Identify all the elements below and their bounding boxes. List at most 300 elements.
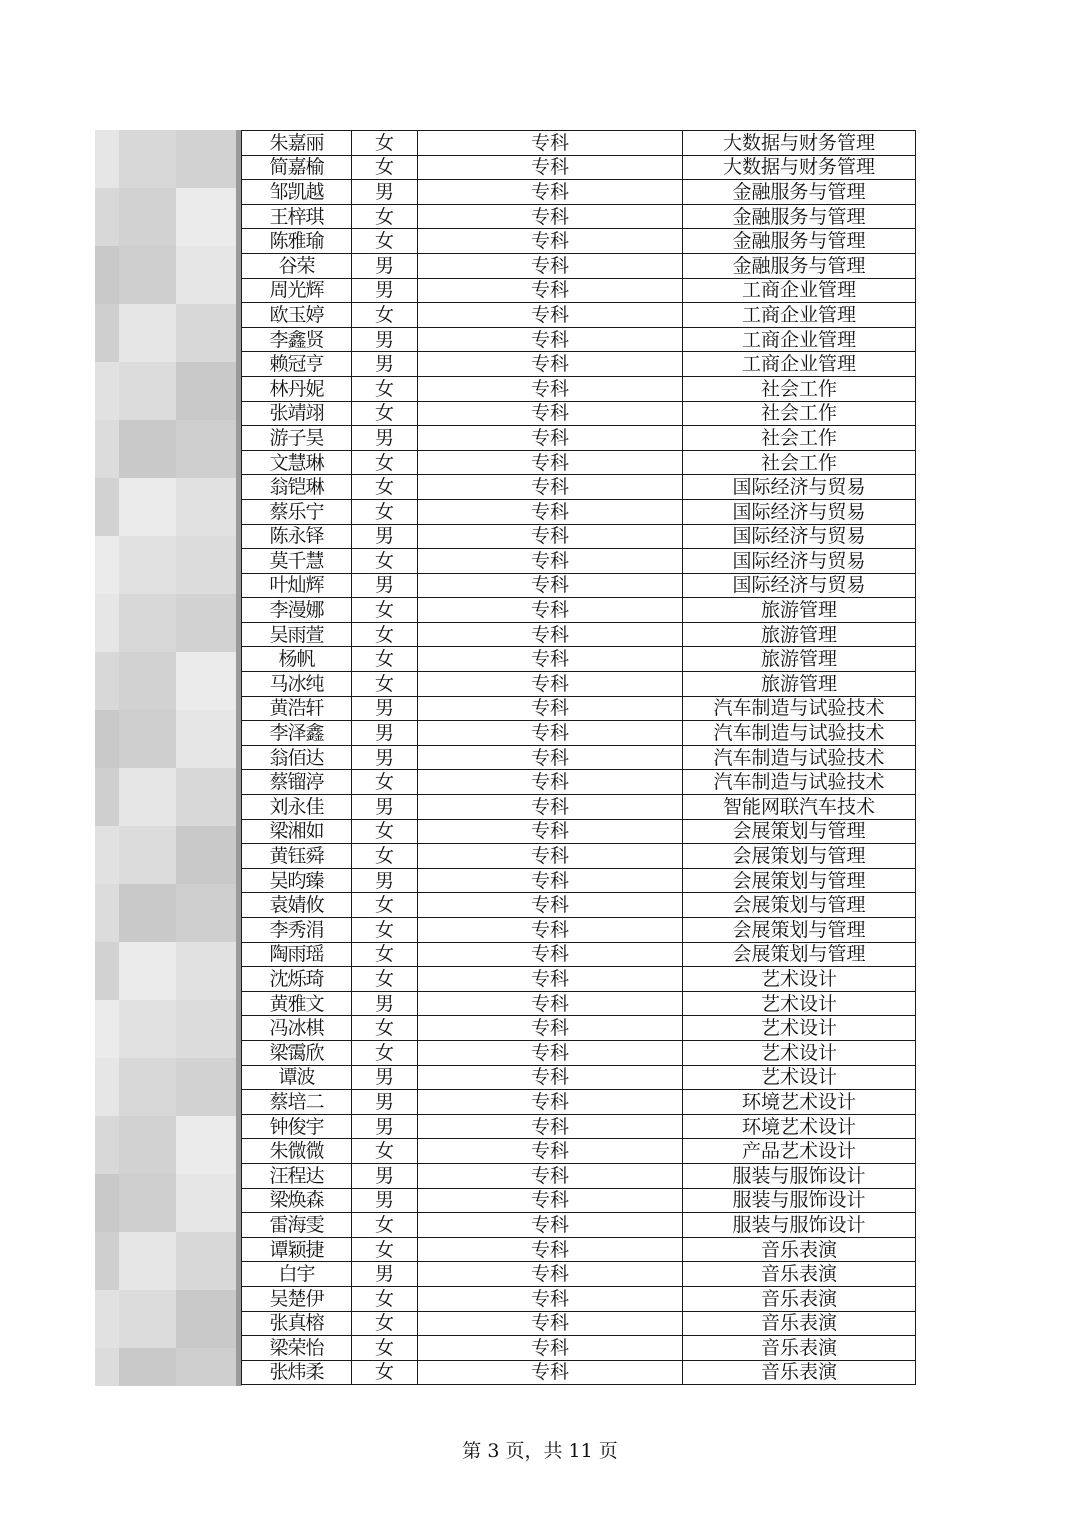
cell-major: 国际经济与贸易 xyxy=(683,475,916,500)
mosaic-tile xyxy=(119,942,176,1000)
mosaic-tile xyxy=(95,1174,119,1232)
cell-level: 专科 xyxy=(418,1360,683,1385)
cell-name: 白宇 xyxy=(242,1262,352,1287)
cell-gender: 女 xyxy=(352,1237,418,1262)
mosaic-tile xyxy=(176,188,236,246)
mosaic-tile xyxy=(119,1174,176,1232)
cell-gender: 男 xyxy=(352,1188,418,1213)
cell-gender: 女 xyxy=(352,1016,418,1041)
cell-name: 李泽鑫 xyxy=(242,721,352,746)
cell-level: 专科 xyxy=(418,1040,683,1065)
cell-major: 艺术设计 xyxy=(683,991,916,1016)
cell-name: 谭波 xyxy=(242,1065,352,1090)
table-row xyxy=(242,696,916,721)
cell-gender: 男 xyxy=(352,573,418,598)
cell-major: 环境艺术设计 xyxy=(683,1090,916,1115)
table-row xyxy=(242,893,916,918)
mosaic-tile xyxy=(95,768,119,826)
mosaic-tile xyxy=(95,1058,119,1116)
cell-level: 专科 xyxy=(418,155,683,180)
table-row xyxy=(242,1090,916,1115)
cell-gender: 女 xyxy=(352,303,418,328)
cell-major: 艺术设计 xyxy=(683,1016,916,1041)
cell-level: 专科 xyxy=(418,253,683,278)
mosaic-tile xyxy=(119,594,176,652)
cell-gender: 男 xyxy=(352,1065,418,1090)
table-row xyxy=(242,1286,916,1311)
cell-name: 杨帆 xyxy=(242,647,352,672)
cell-level: 专科 xyxy=(418,327,683,352)
mosaic-tile xyxy=(95,652,119,710)
cell-level: 专科 xyxy=(418,1016,683,1041)
table-row xyxy=(242,647,916,672)
cell-gender: 女 xyxy=(352,1040,418,1065)
cell-gender: 男 xyxy=(352,721,418,746)
cell-major: 艺术设计 xyxy=(683,1040,916,1065)
table-row xyxy=(242,1213,916,1238)
cell-level: 专科 xyxy=(418,1286,683,1311)
cell-level: 专科 xyxy=(418,647,683,672)
mosaic-tile xyxy=(176,1290,236,1348)
cell-major: 旅游管理 xyxy=(683,647,916,672)
cell-name: 梁霭欣 xyxy=(242,1040,352,1065)
cell-name: 汪程达 xyxy=(242,1163,352,1188)
cell-major: 音乐表演 xyxy=(683,1336,916,1361)
cell-gender: 女 xyxy=(352,672,418,697)
cell-name: 李鑫贤 xyxy=(242,327,352,352)
mosaic-tile xyxy=(95,884,119,942)
table-row xyxy=(242,204,916,229)
mosaic-tile xyxy=(95,594,119,652)
table-row xyxy=(242,352,916,377)
cell-gender: 女 xyxy=(352,770,418,795)
cell-gender: 女 xyxy=(352,893,418,918)
cell-gender: 男 xyxy=(352,1090,418,1115)
cell-gender: 男 xyxy=(352,253,418,278)
cell-level: 专科 xyxy=(418,967,683,992)
cell-level: 专科 xyxy=(418,401,683,426)
cell-level: 专科 xyxy=(418,868,683,893)
mosaic-tile xyxy=(95,1232,119,1290)
mosaic-tile xyxy=(95,188,119,246)
mosaic-tile xyxy=(95,1290,119,1348)
table-row xyxy=(242,598,916,623)
cell-name: 黄钰舜 xyxy=(242,844,352,869)
mosaic-tile xyxy=(119,362,176,420)
mosaic-tile xyxy=(176,1174,236,1232)
cell-gender: 女 xyxy=(352,967,418,992)
cell-level: 专科 xyxy=(418,1065,683,1090)
cell-level: 专科 xyxy=(418,1237,683,1262)
cell-gender: 男 xyxy=(352,1163,418,1188)
cell-level: 专科 xyxy=(418,524,683,549)
cell-level: 专科 xyxy=(418,1213,683,1238)
cell-major: 金融服务与管理 xyxy=(683,229,916,254)
table-row xyxy=(242,549,916,574)
cell-level: 专科 xyxy=(418,1114,683,1139)
cell-name: 黄浩轩 xyxy=(242,696,352,721)
cell-level: 专科 xyxy=(418,598,683,623)
cell-level: 专科 xyxy=(418,229,683,254)
cell-major: 会展策划与管理 xyxy=(683,942,916,967)
cell-major: 国际经济与贸易 xyxy=(683,499,916,524)
mosaic-tile xyxy=(119,1058,176,1116)
cell-level: 专科 xyxy=(418,819,683,844)
cell-major: 金融服务与管理 xyxy=(683,204,916,229)
table-row xyxy=(242,942,916,967)
mosaic-tile xyxy=(176,420,236,478)
cell-gender: 女 xyxy=(352,204,418,229)
cell-level: 专科 xyxy=(418,1336,683,1361)
cell-level: 专科 xyxy=(418,499,683,524)
table-row xyxy=(242,1163,916,1188)
cell-level: 专科 xyxy=(418,770,683,795)
mosaic-tile xyxy=(176,594,236,652)
cell-gender: 女 xyxy=(352,844,418,869)
mosaic-tile xyxy=(176,710,236,768)
mosaic-tile xyxy=(95,1348,119,1386)
cell-name: 吴楚伊 xyxy=(242,1286,352,1311)
cell-gender: 女 xyxy=(352,450,418,475)
table-row xyxy=(242,155,916,180)
table-row xyxy=(242,1336,916,1361)
cell-name: 钟俊宇 xyxy=(242,1114,352,1139)
cell-level: 专科 xyxy=(418,131,683,156)
mosaic-tile xyxy=(119,1348,176,1386)
mosaic-tile xyxy=(176,1058,236,1116)
cell-name: 陈永铎 xyxy=(242,524,352,549)
cell-level: 专科 xyxy=(418,549,683,574)
cell-gender: 女 xyxy=(352,918,418,943)
cell-gender: 女 xyxy=(352,1336,418,1361)
cell-level: 专科 xyxy=(418,1139,683,1164)
mosaic-tile xyxy=(119,1290,176,1348)
cell-name: 朱微微 xyxy=(242,1139,352,1164)
cell-gender: 男 xyxy=(352,180,418,205)
mosaic-tile xyxy=(95,1000,119,1058)
table-row xyxy=(242,1139,916,1164)
cell-name: 周光辉 xyxy=(242,278,352,303)
cell-major: 服装与服饰设计 xyxy=(683,1213,916,1238)
cell-level: 专科 xyxy=(418,721,683,746)
cell-level: 专科 xyxy=(418,745,683,770)
table-row xyxy=(242,1360,916,1385)
cell-level: 专科 xyxy=(418,278,683,303)
cell-major: 国际经济与贸易 xyxy=(683,549,916,574)
cell-level: 专科 xyxy=(418,893,683,918)
cell-name: 王梓琪 xyxy=(242,204,352,229)
cell-gender: 女 xyxy=(352,1286,418,1311)
cell-name: 黄雅文 xyxy=(242,991,352,1016)
mosaic-tile xyxy=(95,710,119,768)
table-row xyxy=(242,795,916,820)
cell-major: 汽车制造与试验技术 xyxy=(683,721,916,746)
cell-level: 专科 xyxy=(418,303,683,328)
cell-major: 会展策划与管理 xyxy=(683,918,916,943)
cell-name: 袁婧攸 xyxy=(242,893,352,918)
cell-name: 雷海雯 xyxy=(242,1213,352,1238)
cell-major: 环境艺术设计 xyxy=(683,1114,916,1139)
cell-name: 林丹妮 xyxy=(242,376,352,401)
cell-level: 专科 xyxy=(418,672,683,697)
mosaic-tile xyxy=(95,304,119,362)
cell-major: 会展策划与管理 xyxy=(683,893,916,918)
cell-level: 专科 xyxy=(418,475,683,500)
cell-name: 欧玉婷 xyxy=(242,303,352,328)
mosaic-tile xyxy=(95,536,119,594)
table-row xyxy=(242,376,916,401)
mosaic-tile xyxy=(95,478,119,536)
cell-level: 专科 xyxy=(418,1311,683,1336)
cell-gender: 男 xyxy=(352,868,418,893)
cell-level: 专科 xyxy=(418,942,683,967)
mosaic-tile xyxy=(176,536,236,594)
cell-major: 国际经济与贸易 xyxy=(683,573,916,598)
table-row xyxy=(242,770,916,795)
cell-gender: 女 xyxy=(352,1360,418,1385)
table-row xyxy=(242,450,916,475)
cell-name: 沈烁琦 xyxy=(242,967,352,992)
cell-name: 蔡乐宁 xyxy=(242,499,352,524)
mosaic-tile xyxy=(176,768,236,826)
cell-major: 大数据与财务管理 xyxy=(683,131,916,156)
cell-name: 谷荣 xyxy=(242,253,352,278)
cell-major: 音乐表演 xyxy=(683,1311,916,1336)
cell-name: 梁湘如 xyxy=(242,819,352,844)
cell-gender: 男 xyxy=(352,278,418,303)
table-row xyxy=(242,131,916,156)
cell-gender: 女 xyxy=(352,549,418,574)
mosaic-tile xyxy=(176,304,236,362)
cell-level: 专科 xyxy=(418,450,683,475)
table-row xyxy=(242,573,916,598)
table-row xyxy=(242,868,916,893)
cell-gender: 男 xyxy=(352,991,418,1016)
cell-major: 社会工作 xyxy=(683,450,916,475)
table-row xyxy=(242,991,916,1016)
table-row xyxy=(242,1065,916,1090)
table-row xyxy=(242,819,916,844)
cell-gender: 女 xyxy=(352,1213,418,1238)
cell-level: 专科 xyxy=(418,204,683,229)
table-row xyxy=(242,524,916,549)
cell-name: 谭颖捷 xyxy=(242,1237,352,1262)
table-row xyxy=(242,475,916,500)
cell-name: 梁荣怡 xyxy=(242,1336,352,1361)
cell-major: 会展策划与管理 xyxy=(683,844,916,869)
cell-major: 金融服务与管理 xyxy=(683,180,916,205)
cell-level: 专科 xyxy=(418,180,683,205)
mosaic-tile xyxy=(119,1116,176,1174)
mosaic-tile xyxy=(176,652,236,710)
mosaic-tile xyxy=(176,942,236,1000)
cell-gender: 女 xyxy=(352,155,418,180)
cell-major: 音乐表演 xyxy=(683,1237,916,1262)
table-row xyxy=(242,327,916,352)
table-row xyxy=(242,1311,916,1336)
table-row xyxy=(242,844,916,869)
cell-major: 音乐表演 xyxy=(683,1262,916,1287)
cell-major: 音乐表演 xyxy=(683,1286,916,1311)
mosaic-tile xyxy=(176,130,236,188)
mosaic-tile xyxy=(176,1232,236,1290)
mosaic-tile xyxy=(176,1000,236,1058)
cell-gender: 男 xyxy=(352,1114,418,1139)
mosaic-tile xyxy=(119,536,176,594)
redacted-columns xyxy=(95,130,242,1386)
cell-name: 张靖翊 xyxy=(242,401,352,426)
cell-gender: 女 xyxy=(352,499,418,524)
table-row xyxy=(242,180,916,205)
cell-level: 专科 xyxy=(418,991,683,1016)
cell-name: 朱嘉丽 xyxy=(242,131,352,156)
mosaic-tile xyxy=(176,884,236,942)
roster-table xyxy=(241,130,916,1385)
cell-gender: 女 xyxy=(352,622,418,647)
cell-major: 智能网联汽车技术 xyxy=(683,795,916,820)
cell-gender: 女 xyxy=(352,819,418,844)
table-row xyxy=(242,967,916,992)
page-footer: 第 3 页，共 11 页 xyxy=(462,1440,618,1462)
mosaic-tile xyxy=(95,246,119,304)
cell-major: 旅游管理 xyxy=(683,672,916,697)
cell-gender: 男 xyxy=(352,696,418,721)
mosaic-tile xyxy=(119,420,176,478)
table-row xyxy=(242,253,916,278)
mosaic-tile xyxy=(119,652,176,710)
cell-major: 艺术设计 xyxy=(683,967,916,992)
cell-level: 专科 xyxy=(418,918,683,943)
cell-name: 游子昊 xyxy=(242,426,352,451)
pixelated-block xyxy=(95,130,242,1386)
cell-gender: 男 xyxy=(352,426,418,451)
cell-name: 刘永佳 xyxy=(242,795,352,820)
cell-name: 叶灿辉 xyxy=(242,573,352,598)
table-row xyxy=(242,499,916,524)
cell-major: 艺术设计 xyxy=(683,1065,916,1090)
cell-gender: 男 xyxy=(352,1262,418,1287)
mosaic-tile xyxy=(119,1000,176,1058)
mosaic-tile xyxy=(119,246,176,304)
mosaic-tile xyxy=(95,826,119,884)
cell-gender: 男 xyxy=(352,327,418,352)
cell-level: 专科 xyxy=(418,622,683,647)
mosaic-tile xyxy=(119,188,176,246)
mosaic-tile xyxy=(95,420,119,478)
cell-name: 陶雨瑶 xyxy=(242,942,352,967)
mosaic-tile xyxy=(95,942,119,1000)
cell-name: 邹凯越 xyxy=(242,180,352,205)
mosaic-tile xyxy=(95,1116,119,1174)
cell-name: 吴雨萱 xyxy=(242,622,352,647)
cell-major: 金融服务与管理 xyxy=(683,253,916,278)
cell-major: 服装与服饰设计 xyxy=(683,1163,916,1188)
table-row xyxy=(242,745,916,770)
mosaic-tile xyxy=(95,362,119,420)
cell-name: 李漫娜 xyxy=(242,598,352,623)
cell-level: 专科 xyxy=(418,1090,683,1115)
mosaic-tile xyxy=(176,478,236,536)
cell-name: 吴昀臻 xyxy=(242,868,352,893)
cell-major: 会展策划与管理 xyxy=(683,819,916,844)
mosaic-tile xyxy=(119,304,176,362)
table-row xyxy=(242,918,916,943)
mosaic-tile xyxy=(176,1348,236,1386)
cell-level: 专科 xyxy=(418,573,683,598)
table-row xyxy=(242,721,916,746)
cell-major: 大数据与财务管理 xyxy=(683,155,916,180)
cell-gender: 男 xyxy=(352,352,418,377)
cell-major: 社会工作 xyxy=(683,401,916,426)
cell-major: 社会工作 xyxy=(683,376,916,401)
cell-gender: 女 xyxy=(352,598,418,623)
cell-name: 冯冰棋 xyxy=(242,1016,352,1041)
cell-name: 赖冠亨 xyxy=(242,352,352,377)
cell-major: 汽车制造与试验技术 xyxy=(683,770,916,795)
cell-name: 翁佰达 xyxy=(242,745,352,770)
mosaic-tile xyxy=(176,826,236,884)
cell-major: 社会工作 xyxy=(683,426,916,451)
mosaic-tile xyxy=(119,826,176,884)
cell-major: 国际经济与贸易 xyxy=(683,524,916,549)
cell-name: 简嘉榆 xyxy=(242,155,352,180)
table-row xyxy=(242,1188,916,1213)
cell-name: 马冰纯 xyxy=(242,672,352,697)
cell-name: 梁焕森 xyxy=(242,1188,352,1213)
cell-major: 工商企业管理 xyxy=(683,327,916,352)
cell-name: 文慧琳 xyxy=(242,450,352,475)
cell-level: 专科 xyxy=(418,844,683,869)
mosaic-tile xyxy=(119,478,176,536)
cell-major: 产品艺术设计 xyxy=(683,1139,916,1164)
mosaic-tile xyxy=(176,246,236,304)
cell-major: 工商企业管理 xyxy=(683,352,916,377)
cell-major: 旅游管理 xyxy=(683,598,916,623)
mosaic-tile xyxy=(119,130,176,188)
cell-gender: 女 xyxy=(352,376,418,401)
cell-gender: 女 xyxy=(352,229,418,254)
cell-level: 专科 xyxy=(418,1188,683,1213)
table-row xyxy=(242,303,916,328)
cell-name: 翁铠琳 xyxy=(242,475,352,500)
cell-gender: 女 xyxy=(352,475,418,500)
cell-name: 李秀涓 xyxy=(242,918,352,943)
cell-level: 专科 xyxy=(418,426,683,451)
mosaic-tile xyxy=(176,1116,236,1174)
mosaic-tile xyxy=(119,710,176,768)
table-row xyxy=(242,1237,916,1262)
cell-gender: 男 xyxy=(352,524,418,549)
cell-major: 旅游管理 xyxy=(683,622,916,647)
cell-level: 专科 xyxy=(418,696,683,721)
mosaic-tile xyxy=(119,768,176,826)
cell-name: 蔡镏渟 xyxy=(242,770,352,795)
cell-gender: 女 xyxy=(352,401,418,426)
cell-gender: 女 xyxy=(352,1311,418,1336)
cell-level: 专科 xyxy=(418,1262,683,1287)
table-row xyxy=(242,1114,916,1139)
cell-name: 陈雅瑜 xyxy=(242,229,352,254)
table-row xyxy=(242,672,916,697)
cell-gender: 女 xyxy=(352,131,418,156)
cell-level: 专科 xyxy=(418,795,683,820)
table-row xyxy=(242,1016,916,1041)
cell-name: 蔡培二 xyxy=(242,1090,352,1115)
mosaic-tile xyxy=(95,130,119,188)
cell-major: 工商企业管理 xyxy=(683,278,916,303)
mosaic-tile xyxy=(119,1232,176,1290)
cell-major: 汽车制造与试验技术 xyxy=(683,745,916,770)
